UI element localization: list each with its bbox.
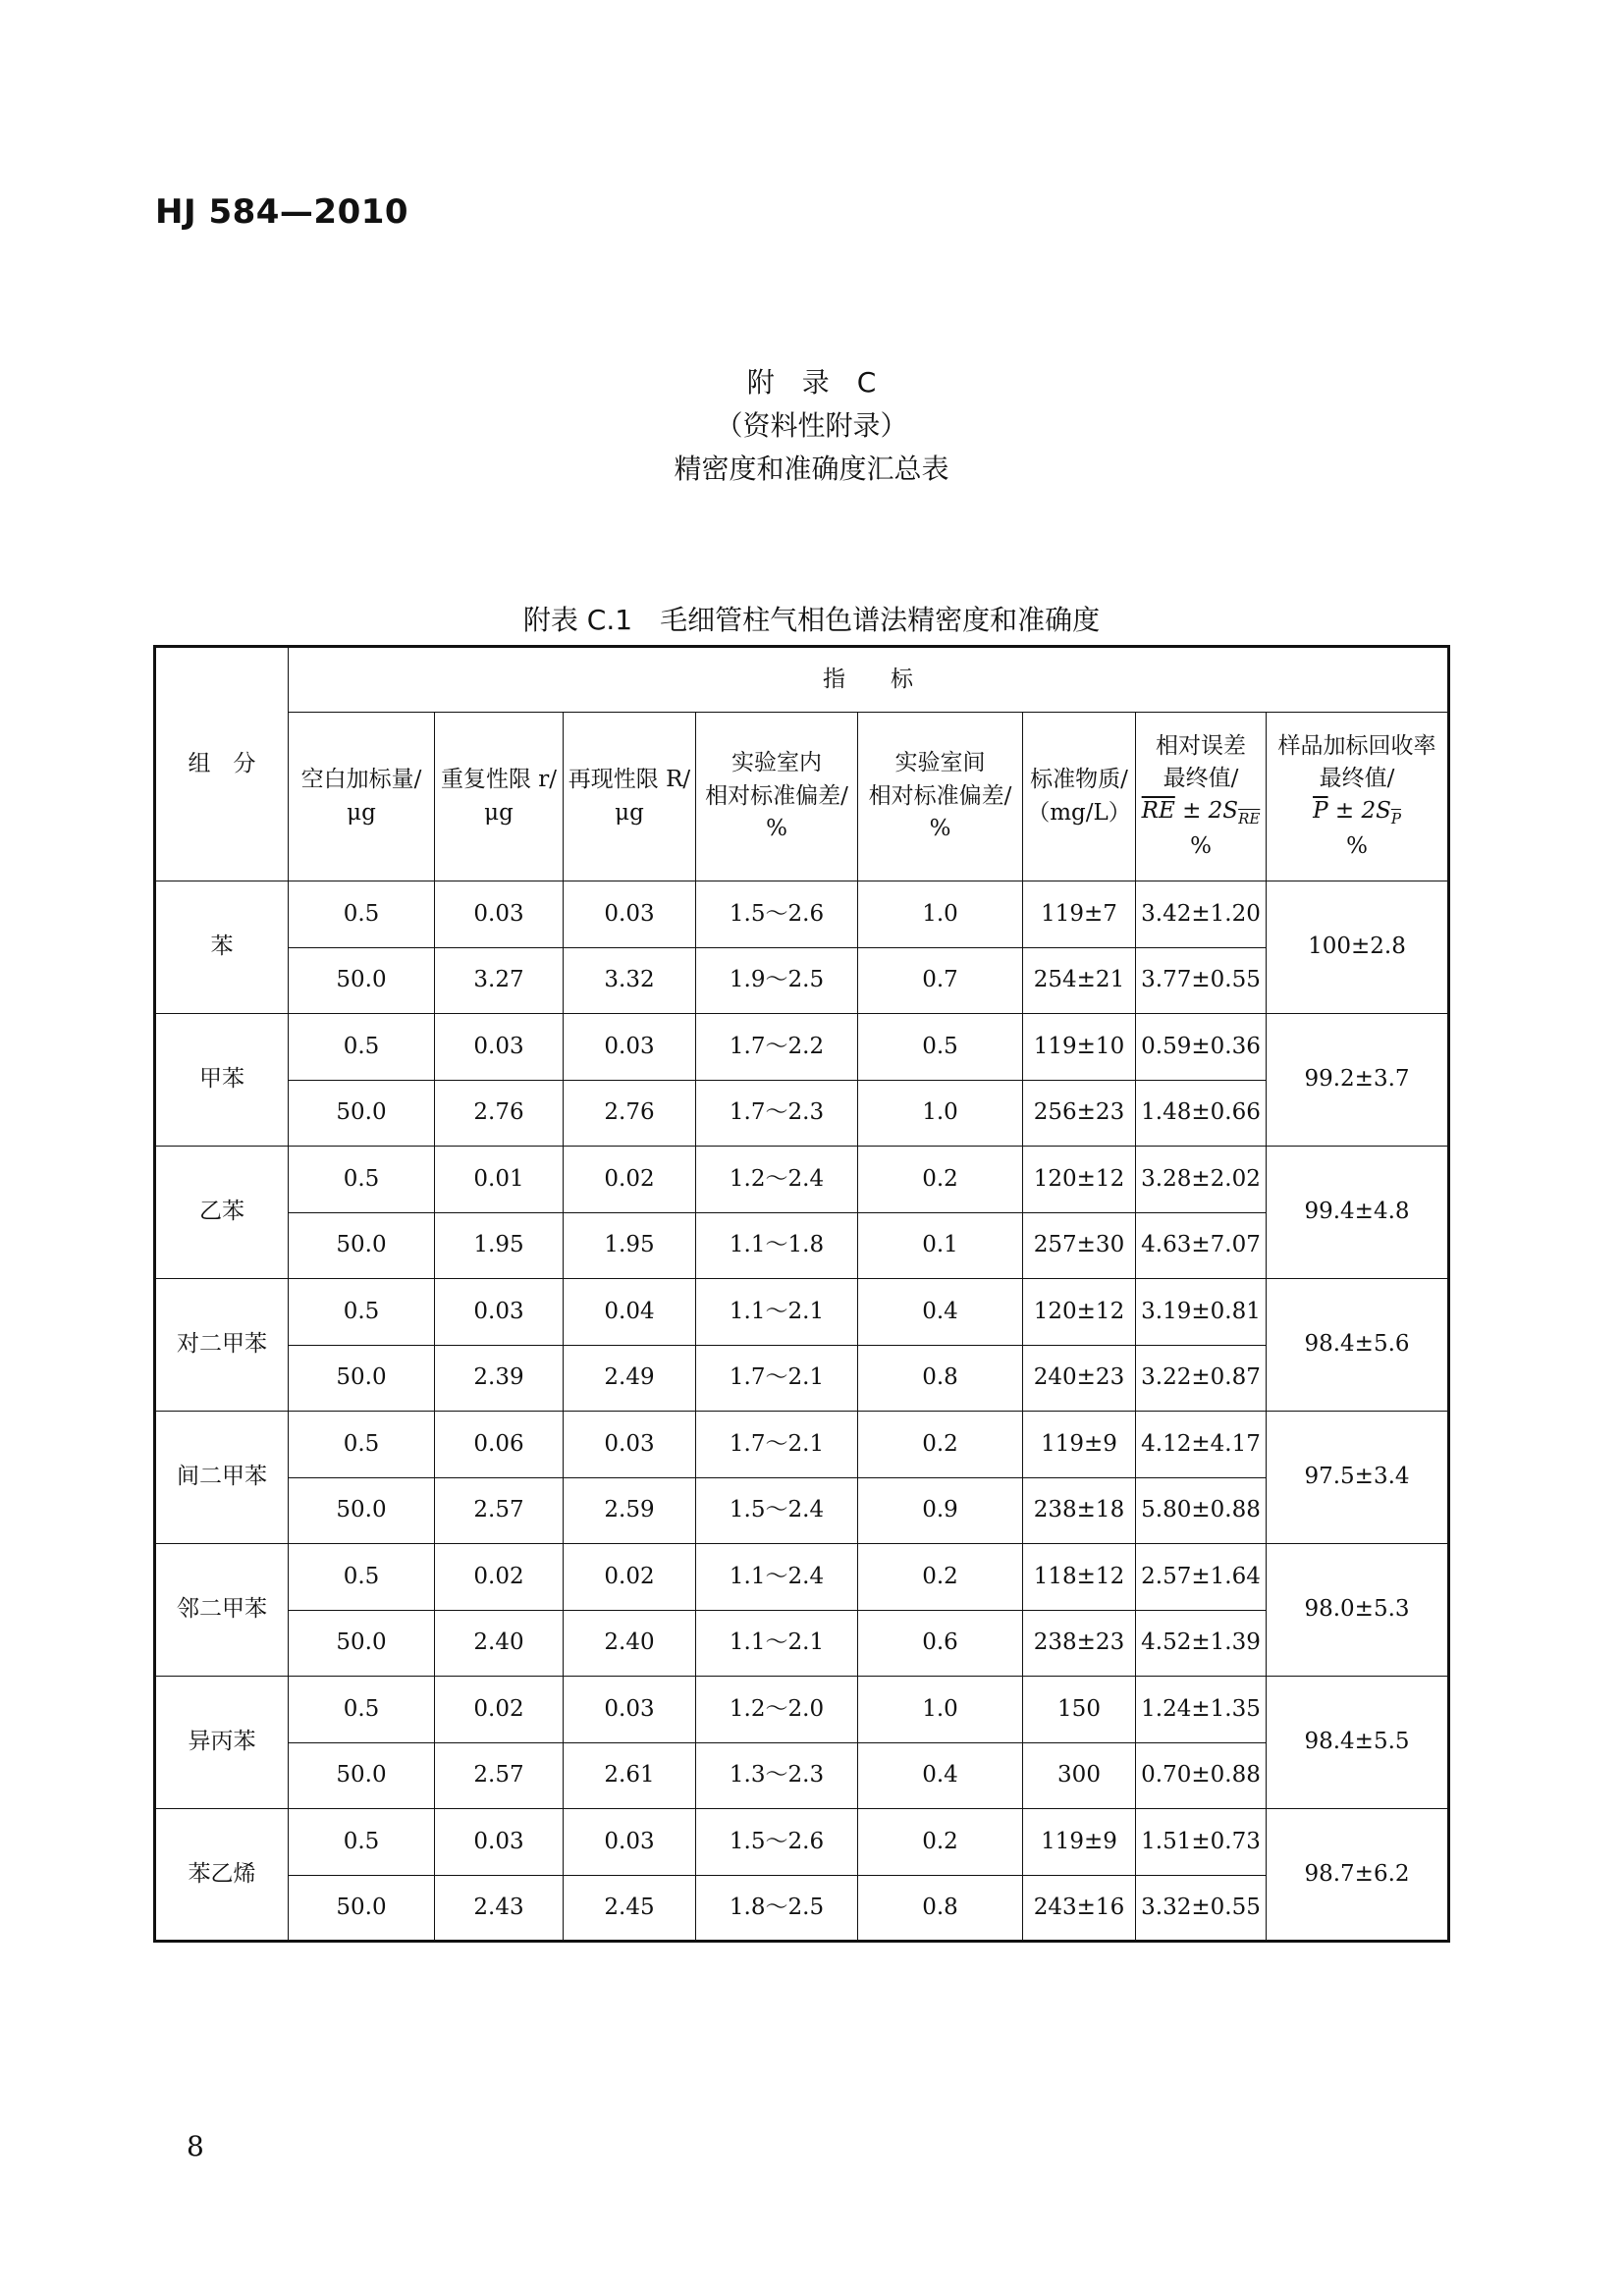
cell-relative-error: 3.32±0.55 [1136, 1875, 1267, 1942]
cell-inter-rsd: 1.0 [858, 1080, 1023, 1147]
cell-blank-spike: 0.5 [289, 1544, 435, 1611]
cell-repeatability: 0.03 [435, 1809, 564, 1876]
cell-inter-rsd: 0.2 [858, 1544, 1023, 1611]
cell-intra-rsd: 1.7～2.1 [696, 1345, 858, 1412]
header-repeatability-line2: μg [484, 799, 514, 826]
cell-reproducibility: 2.49 [564, 1345, 696, 1412]
table-row [155, 1809, 1449, 1876]
cell-inter-rsd: 0.2 [858, 1809, 1023, 1876]
cell-inter-rsd: 0.2 [858, 1412, 1023, 1478]
cell-inter-rsd: 0.2 [858, 1147, 1023, 1213]
cell-blank-spike: 0.5 [289, 1809, 435, 1876]
header-blank-spike-line2: μg [347, 799, 376, 826]
cell-blank-spike: 50.0 [289, 1345, 435, 1412]
cell-relative-error: 3.42±1.20 [1136, 881, 1267, 948]
table-row [155, 1412, 1449, 1478]
header-re-line2: 最终值/ [1163, 765, 1239, 791]
cell-reproducibility: 0.03 [564, 1412, 696, 1478]
header-reproducibility-line1: 再现性限 R/ [568, 767, 691, 793]
cell-repeatability: 0.06 [435, 1412, 564, 1478]
header-intra-line1: 实验室内 [731, 750, 822, 776]
cell-recovery: 97.5±3.4 [1267, 1412, 1449, 1544]
cell-reproducibility: 2.76 [564, 1080, 696, 1147]
header-component: 组 分 [155, 647, 289, 881]
header-re-formula-sub: RE [1238, 810, 1261, 828]
cell-relative-error: 5.80±0.88 [1136, 1477, 1267, 1544]
table-row [155, 881, 1449, 948]
cell-repeatability: 2.57 [435, 1742, 564, 1809]
component-name: 乙苯 [155, 1147, 289, 1279]
component-name: 苯 [155, 881, 289, 1014]
cell-inter-rsd: 0.1 [858, 1212, 1023, 1279]
cell-inter-rsd: 1.0 [858, 1677, 1023, 1743]
cell-standard: 240±23 [1023, 1345, 1136, 1412]
cell-relative-error: 1.24±1.35 [1136, 1677, 1267, 1743]
cell-blank-spike: 50.0 [289, 1742, 435, 1809]
cell-standard: 119±9 [1023, 1412, 1136, 1478]
cell-repeatability: 3.27 [435, 947, 564, 1014]
header-inter-line2: 相对标准偏差/ [868, 782, 1012, 809]
header-repeatability-line1: 重复性限 r/ [440, 767, 558, 793]
document-code: HJ 584—2010 [155, 192, 409, 232]
table-row [155, 1677, 1449, 1743]
header-blank-spike [289, 713, 435, 881]
cell-inter-rsd: 0.7 [858, 947, 1023, 1014]
table-row [155, 1610, 1449, 1677]
cell-intra-rsd: 1.1～2.1 [696, 1279, 858, 1346]
cell-blank-spike: 0.5 [289, 1412, 435, 1478]
header-standard-line2: （mg/L） [1027, 799, 1131, 826]
cell-relative-error: 4.63±7.07 [1136, 1212, 1267, 1279]
cell-reproducibility: 2.59 [564, 1477, 696, 1544]
cell-repeatability: 2.57 [435, 1477, 564, 1544]
cell-intra-rsd: 1.8～2.5 [696, 1875, 858, 1942]
header-re-formula-mid: ± 2S [1174, 798, 1239, 825]
cell-inter-rsd: 1.0 [858, 881, 1023, 948]
header-relative-error [1136, 713, 1267, 881]
cell-standard: 254±21 [1023, 947, 1136, 1014]
cell-blank-spike: 0.5 [289, 1279, 435, 1346]
component-name: 间二甲苯 [155, 1412, 289, 1544]
cell-intra-rsd: 1.3～2.3 [696, 1742, 858, 1809]
cell-relative-error: 1.48±0.66 [1136, 1080, 1267, 1147]
cell-reproducibility: 0.04 [564, 1279, 696, 1346]
cell-repeatability: 0.03 [435, 1014, 564, 1081]
cell-blank-spike: 50.0 [289, 1080, 435, 1147]
header-inter-lab-rsd [858, 713, 1023, 881]
cell-intra-rsd: 1.9～2.5 [696, 947, 858, 1014]
component-name: 对二甲苯 [155, 1279, 289, 1412]
header-rec-formula-main: $\overline{P}$ [1313, 798, 1328, 825]
cell-relative-error: 4.52±1.39 [1136, 1610, 1267, 1677]
cell-blank-spike: 0.5 [289, 1014, 435, 1081]
cell-repeatability: 2.43 [435, 1875, 564, 1942]
cell-repeatability: 1.95 [435, 1212, 564, 1279]
page-number: 8 [187, 2130, 204, 2163]
cell-repeatability: 0.03 [435, 881, 564, 948]
cell-relative-error: 4.12±4.17 [1136, 1412, 1267, 1478]
cell-reproducibility: 2.61 [564, 1742, 696, 1809]
cell-blank-spike: 0.5 [289, 881, 435, 948]
cell-reproducibility: 0.03 [564, 1809, 696, 1876]
cell-relative-error: 3.28±2.02 [1136, 1147, 1267, 1213]
table-row [155, 1147, 1449, 1213]
cell-intra-rsd: 1.7～2.3 [696, 1080, 858, 1147]
cell-intra-rsd: 1.7～2.2 [696, 1014, 858, 1081]
component-name: 邻二甲苯 [155, 1544, 289, 1677]
cell-reproducibility: 0.03 [564, 1677, 696, 1743]
header-inter-line3: % [929, 816, 951, 842]
appendix-title: 附 录 C [746, 366, 877, 399]
table-row [155, 1477, 1449, 1544]
cell-recovery: 98.4±5.5 [1267, 1677, 1449, 1809]
table-row [155, 1544, 1449, 1611]
cell-recovery: 98.4±5.6 [1267, 1279, 1449, 1412]
table-caption: 附表 C.1 毛细管柱气相色谱法精密度和准确度 [522, 604, 1101, 636]
header-rec-line2: 最终值/ [1319, 765, 1395, 791]
header-rec-line1: 样品加标回收率 [1277, 732, 1436, 759]
component-name: 苯乙烯 [155, 1809, 289, 1942]
cell-standard: 120±12 [1023, 1147, 1136, 1213]
appendix-name: 精密度和准确度汇总表 [674, 453, 949, 485]
cell-intra-rsd: 1.1～1.8 [696, 1212, 858, 1279]
cell-standard: 256±23 [1023, 1080, 1136, 1147]
table-row [155, 947, 1449, 1014]
table-row [155, 1742, 1449, 1809]
cell-relative-error: 3.77±0.55 [1136, 947, 1267, 1014]
component-name: 甲苯 [155, 1014, 289, 1147]
cell-reproducibility: 0.02 [564, 1147, 696, 1213]
cell-repeatability: 2.40 [435, 1610, 564, 1677]
header-reproducibility [564, 713, 696, 881]
cell-inter-rsd: 0.8 [858, 1875, 1023, 1942]
cell-intra-rsd: 1.5～2.6 [696, 1809, 858, 1876]
header-rec-formula-sub: P [1390, 810, 1401, 828]
cell-reproducibility: 1.95 [564, 1212, 696, 1279]
cell-recovery: 100±2.8 [1267, 881, 1449, 1014]
table-row [155, 1212, 1449, 1279]
cell-repeatability: 0.02 [435, 1677, 564, 1743]
cell-standard: 119±7 [1023, 881, 1136, 948]
cell-intra-rsd: 1.2～2.4 [696, 1147, 858, 1213]
cell-relative-error: 2.57±1.64 [1136, 1544, 1267, 1611]
cell-standard: 119±9 [1023, 1809, 1136, 1876]
header-standard-line1: 标准物质/ [1030, 767, 1128, 793]
cell-blank-spike: 50.0 [289, 1875, 435, 1942]
header-re-formula [1136, 795, 1266, 830]
header-intra-line3: % [766, 816, 787, 842]
cell-inter-rsd: 0.4 [858, 1742, 1023, 1809]
cell-intra-rsd: 1.1～2.1 [696, 1610, 858, 1677]
cell-standard: 257±30 [1023, 1212, 1136, 1279]
cell-reproducibility: 2.40 [564, 1610, 696, 1677]
cell-recovery: 98.7±6.2 [1267, 1809, 1449, 1942]
cell-intra-rsd: 1.7～2.1 [696, 1412, 858, 1478]
cell-blank-spike: 50.0 [289, 1477, 435, 1544]
cell-relative-error: 3.19±0.81 [1136, 1279, 1267, 1346]
cell-repeatability: 0.02 [435, 1544, 564, 1611]
cell-reproducibility: 2.45 [564, 1875, 696, 1942]
cell-standard: 243±16 [1023, 1875, 1136, 1942]
header-intra-line2: 相对标准偏差/ [705, 782, 848, 809]
cell-recovery: 99.4±4.8 [1267, 1147, 1449, 1279]
cell-reproducibility: 3.32 [564, 947, 696, 1014]
cell-repeatability: 0.03 [435, 1279, 564, 1346]
cell-standard: 238±18 [1023, 1477, 1136, 1544]
cell-standard: 238±23 [1023, 1610, 1136, 1677]
cell-blank-spike: 0.5 [289, 1147, 435, 1213]
cell-reproducibility: 0.03 [564, 1014, 696, 1081]
cell-intra-rsd: 1.5～2.6 [696, 881, 858, 948]
table-body [155, 881, 1449, 1942]
header-re-formula-main: $\overline{RE}$ [1141, 798, 1175, 825]
header-re-line4: % [1190, 833, 1212, 860]
header-reproducibility-line2: μg [615, 799, 644, 826]
header-intra-lab-rsd [696, 713, 858, 881]
cell-repeatability: 2.39 [435, 1345, 564, 1412]
cell-intra-rsd: 1.2～2.0 [696, 1677, 858, 1743]
component-name: 异丙苯 [155, 1677, 289, 1809]
cell-inter-rsd: 0.8 [858, 1345, 1023, 1412]
cell-relative-error: 0.59±0.36 [1136, 1014, 1267, 1081]
cell-inter-rsd: 0.4 [858, 1279, 1023, 1346]
header-rec-formula [1267, 795, 1447, 830]
cell-reproducibility: 0.02 [564, 1544, 696, 1611]
cell-blank-spike: 0.5 [289, 1677, 435, 1743]
table-row [155, 1279, 1449, 1346]
cell-relative-error: 3.22±0.87 [1136, 1345, 1267, 1412]
header-blank-spike-line1: 空白加标量/ [300, 767, 422, 793]
cell-reproducibility: 0.03 [564, 881, 696, 948]
cell-relative-error: 1.51±0.73 [1136, 1809, 1267, 1876]
precision-accuracy-table [153, 645, 1450, 1943]
cell-standard: 300 [1023, 1742, 1136, 1809]
header-rec-line4: % [1346, 833, 1368, 860]
cell-standard: 120±12 [1023, 1279, 1136, 1346]
cell-blank-spike: 50.0 [289, 1212, 435, 1279]
header-rec-formula-mid: ± 2S [1327, 798, 1391, 825]
header-standard-material [1023, 713, 1136, 881]
table-row [155, 1014, 1449, 1081]
header-repeatability [435, 713, 564, 881]
cell-blank-spike: 50.0 [289, 1610, 435, 1677]
cell-standard: 150 [1023, 1677, 1136, 1743]
table-row [155, 1875, 1449, 1942]
cell-intra-rsd: 1.1～2.4 [696, 1544, 858, 1611]
appendix-type: （资料性附录） [715, 409, 908, 442]
cell-recovery: 98.0±5.3 [1267, 1544, 1449, 1677]
cell-inter-rsd: 0.5 [858, 1014, 1023, 1081]
header-re-line1: 相对误差 [1156, 732, 1246, 759]
table-row [155, 1080, 1449, 1147]
cell-repeatability: 0.01 [435, 1147, 564, 1213]
cell-relative-error: 0.70±0.88 [1136, 1742, 1267, 1809]
cell-intra-rsd: 1.5～2.4 [696, 1477, 858, 1544]
cell-inter-rsd: 0.9 [858, 1477, 1023, 1544]
header-inter-line1: 实验室间 [894, 750, 986, 776]
header-recovery [1267, 713, 1449, 881]
cell-standard: 119±10 [1023, 1014, 1136, 1081]
header-index: 指 标 [289, 647, 1449, 713]
table-row [155, 1345, 1449, 1412]
cell-recovery: 99.2±3.7 [1267, 1014, 1449, 1147]
cell-standard: 118±12 [1023, 1544, 1136, 1611]
cell-blank-spike: 50.0 [289, 947, 435, 1014]
cell-inter-rsd: 0.6 [858, 1610, 1023, 1677]
cell-repeatability: 2.76 [435, 1080, 564, 1147]
